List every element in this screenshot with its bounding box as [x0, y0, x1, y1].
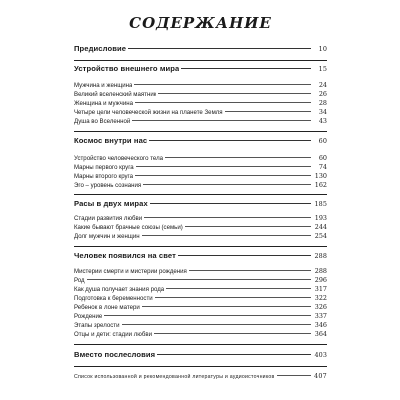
toc-entry-label: Ребенок в лоне матери [74, 304, 140, 311]
toc-entry-label: Душа во Вселенной [74, 118, 131, 125]
dot-leader [158, 93, 311, 94]
toc-entry[interactable] [74, 108, 327, 116]
toc-entry-page: 43 [318, 117, 327, 125]
dot-leader [136, 166, 311, 167]
toc-entry-page: 15 [318, 65, 327, 73]
dot-leader [157, 354, 311, 355]
toc-entry-page: 28 [318, 99, 327, 107]
dot-leader [135, 175, 311, 176]
toc-entry-label: Рождение [74, 313, 103, 320]
toc-entry-label: Мужчина и женщина [74, 82, 133, 89]
dot-leader [166, 288, 311, 289]
dot-leader [225, 111, 311, 112]
dot-leader [135, 102, 311, 103]
dot-leader [277, 375, 311, 376]
section-divider [74, 131, 327, 132]
toc-entry-page: 193 [314, 214, 327, 222]
dot-leader [134, 84, 311, 85]
toc-entry[interactable] [74, 136, 327, 145]
toc-entry-page: 26 [318, 90, 327, 98]
dot-leader [142, 306, 311, 307]
toc-entry[interactable] [74, 330, 327, 338]
toc-entry-label: Какие бывают брачные союзы (семьи) [74, 224, 183, 231]
toc-entry-page: 34 [318, 108, 327, 116]
toc-entry[interactable] [74, 276, 327, 284]
toc-entry[interactable] [74, 350, 327, 359]
dot-leader [185, 226, 311, 227]
toc-entry-page: 130 [314, 172, 327, 180]
toc-entry-page: 185 [314, 200, 327, 208]
dot-leader [165, 157, 311, 158]
toc-entry[interactable] [74, 99, 327, 107]
dot-leader [154, 333, 311, 334]
toc-entry[interactable] [74, 294, 327, 302]
dot-leader [132, 120, 311, 121]
toc-entry-page: 162 [314, 181, 327, 189]
toc-entry-page: 254 [314, 232, 327, 240]
toc-entry-label: Предисловие [74, 44, 127, 53]
toc-entry-label: Устройство человеческого тела [74, 155, 164, 162]
toc-entry[interactable] [74, 303, 327, 311]
toc-entry-page: 288 [314, 267, 327, 275]
dot-leader [155, 297, 311, 298]
toc-entry-page: 74 [318, 163, 327, 171]
dot-leader [181, 68, 311, 69]
toc-entry-page: 317 [314, 285, 327, 293]
section-divider [74, 246, 327, 247]
toc-entry[interactable] [74, 199, 327, 208]
dot-leader [143, 184, 311, 185]
toc-entry[interactable] [74, 81, 327, 89]
toc-entry[interactable] [74, 172, 327, 180]
toc-entry-label: Как душа получает знания рода [74, 286, 165, 293]
toc-entry-label: Вместо послесловия [74, 350, 156, 359]
section-divider [74, 194, 327, 195]
toc-entry[interactable] [74, 214, 327, 222]
toc-entry-page: 60 [318, 137, 327, 145]
toc-entry-label: Космос внутри нас [74, 136, 148, 145]
toc-entry[interactable] [74, 64, 327, 73]
toc-entry-label: Стадии развития любви [74, 215, 143, 222]
toc-entry[interactable] [74, 312, 327, 320]
dot-leader [142, 235, 311, 236]
dot-leader [178, 255, 311, 256]
toc-entry-label: Долг мужчин и женщин [74, 233, 140, 240]
toc-entry-page: 296 [314, 276, 327, 284]
toc-entry-page: 244 [314, 223, 327, 231]
toc-entry-page: 364 [314, 330, 327, 338]
dot-leader [104, 315, 311, 316]
dot-leader [189, 270, 311, 271]
toc-entry[interactable] [74, 285, 327, 293]
toc-entry-page: 60 [318, 154, 327, 162]
toc-entry-label: Список использованной и рекомендованной литературы и аудиоисточников [74, 374, 275, 380]
toc-entry-page: 403 [314, 351, 327, 359]
toc-entry-label: Марны второго круга [74, 173, 134, 180]
toc-entry-label: Мистерии смерти и мистерии рождения [74, 268, 187, 275]
toc-entry-label: Подготовка к беременности [74, 295, 153, 302]
dot-leader [128, 48, 311, 49]
toc-entry-page: 346 [314, 321, 327, 329]
toc-entry-label: Устройство внешнего мира [74, 64, 180, 73]
toc-entry-label: Эго – уровень сознания [74, 182, 142, 189]
page-title: СОДЕРЖАНИЕ [129, 14, 272, 32]
toc-entry-label: Великий вселенский маятник [74, 91, 157, 98]
toc-entry-label: Отцы и дети: стадии любви [74, 331, 152, 338]
toc-entry-label: Этапы зрелости [74, 322, 120, 329]
toc-entry[interactable] [74, 321, 327, 329]
toc-entry[interactable] [74, 267, 327, 275]
toc-entry-label: Человек появился на свет [74, 251, 176, 260]
toc-entry-label: Род [74, 277, 85, 284]
section-divider [74, 60, 327, 61]
toc-entry-label: Марны первого круга [74, 164, 134, 171]
toc-entry[interactable] [74, 223, 327, 231]
section-divider [74, 344, 327, 345]
toc-entry-page: 322 [314, 294, 327, 302]
toc-entry-label: Женщина и мужчина [74, 100, 133, 107]
toc-entry[interactable] [74, 90, 327, 98]
toc-entry-label: Четыре цели человеческой жизни на планете Земля [74, 109, 223, 116]
toc-entry-page: 288 [314, 252, 327, 260]
toc-entry[interactable] [74, 163, 327, 171]
dot-leader [149, 140, 311, 141]
dot-leader [87, 279, 311, 280]
dot-leader [150, 203, 311, 204]
toc-entry-page: 24 [318, 81, 327, 89]
toc-entry[interactable] [74, 44, 327, 53]
toc-entry[interactable] [74, 117, 327, 125]
toc-entry[interactable] [74, 181, 327, 189]
toc-entry-page: 337 [314, 312, 327, 320]
toc-entry[interactable] [74, 232, 327, 240]
dot-leader [122, 324, 312, 325]
toc-entry-page: 326 [314, 303, 327, 311]
toc-entry-label: Расы в двух мирах [74, 199, 148, 208]
toc-entry[interactable] [74, 154, 327, 162]
toc-entry-page: 407 [314, 372, 327, 380]
toc-entry[interactable] [74, 251, 327, 260]
toc-entry-page: 10 [318, 45, 327, 53]
toc-page [74, 0, 327, 400]
toc-entry[interactable] [74, 372, 327, 380]
dot-leader [144, 217, 311, 218]
section-divider [74, 366, 327, 367]
